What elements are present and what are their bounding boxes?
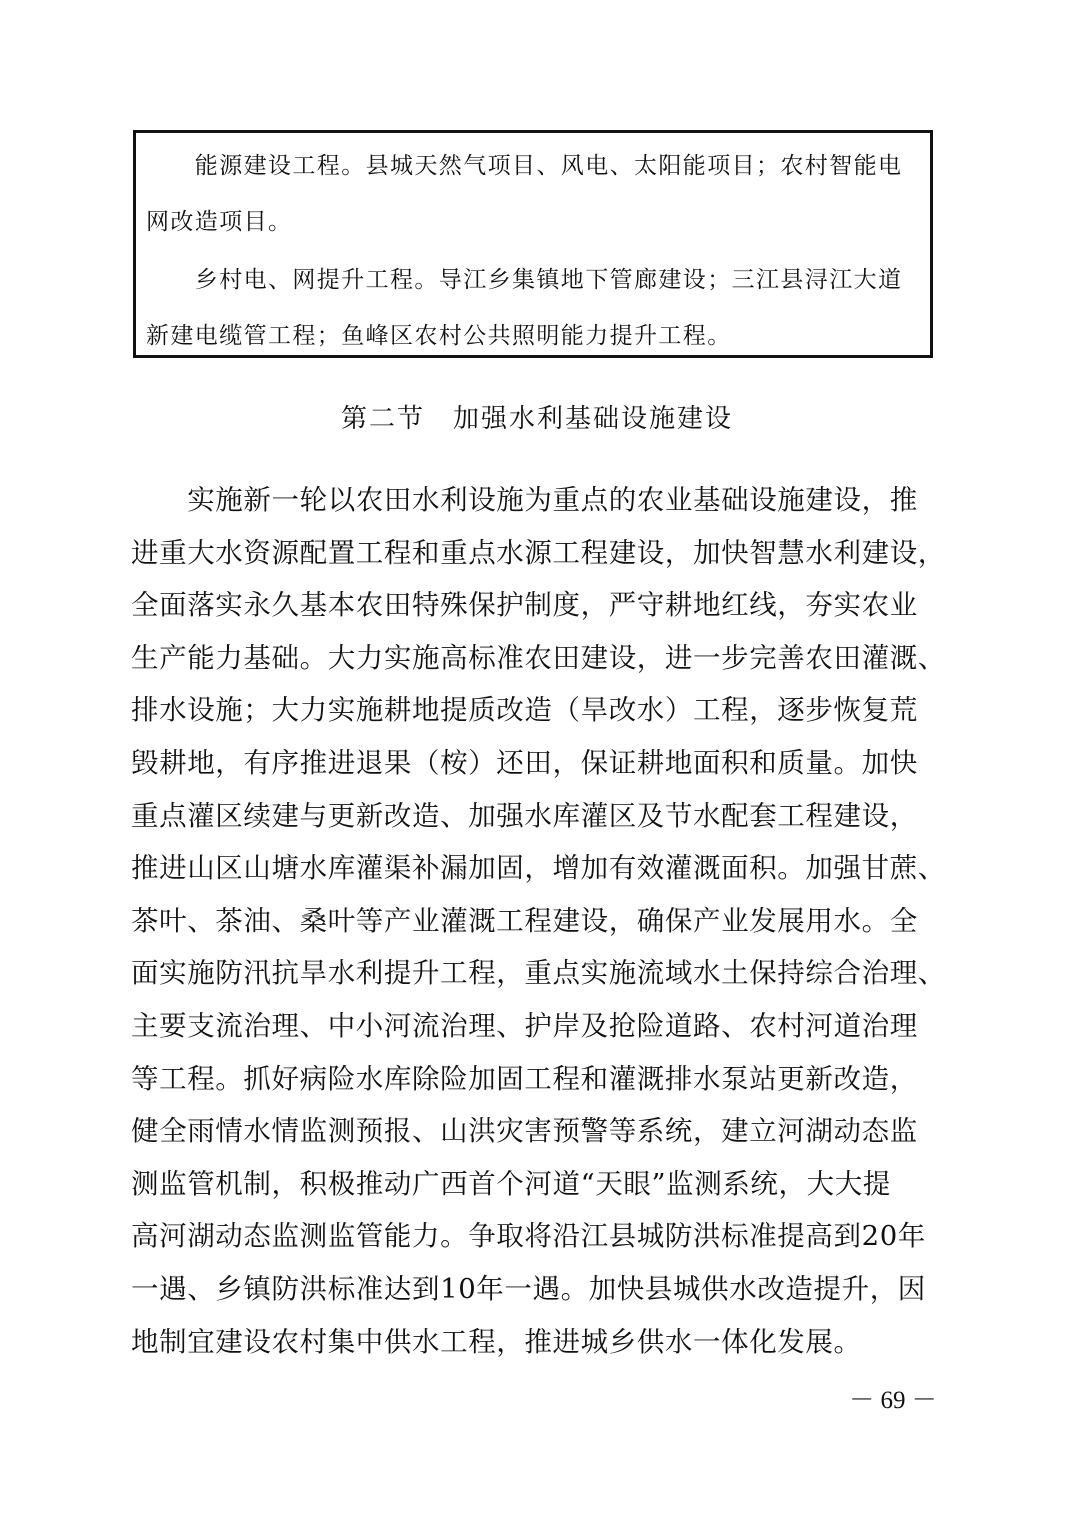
paragraph-line: 地制宜建设农村集中供水工程，推进城乡供水一体化发展。 xyxy=(131,1325,862,1358)
paragraph-line: 主要支流治理、中小河流治理、护岸及抢险道路、农村河道治理 xyxy=(131,1009,918,1042)
box-text-line: 网改造项目。 xyxy=(146,209,293,235)
paragraph-line: 等工程。抓好病险水库除险加固工程和灌溉排水泵站更新改造， xyxy=(131,1062,918,1095)
paragraph-line: 推进山区山塘水库灌渠补漏加固，增加有效灌溉面积。加强甘蔗、 xyxy=(131,852,946,885)
body-paragraph xyxy=(131,474,951,1368)
box-text-line: 能源建设工程。县城天然气项目、风电、太阳能项目；农村智能电 xyxy=(146,153,903,179)
paragraph-line: 毁耕地，有序推进退果（桉）还田，保证耕地面积和质量。加快 xyxy=(131,746,918,779)
box-text-line: 新建电缆管工程；鱼峰区农村公共照明能力提升工程。 xyxy=(146,323,732,349)
paragraph-line: 全面落实永久基本农田特殊保护制度，严守耕地红线，夯实农业 xyxy=(131,589,918,622)
page-number: － 69 － xyxy=(849,1387,937,1414)
paragraph-line: 实施新一轮以农田水利设施为重点的农业基础设施建设，推 xyxy=(131,484,918,516)
project-box xyxy=(133,130,933,358)
box-text-line: 乡村电、网提升工程。导江乡集镇地下管廊建设；三江县浔江大道 xyxy=(146,267,903,293)
paragraph-line: 面实施防汛抗旱水利提升工程，重点实施流域水土保持综合治理、 xyxy=(131,957,946,990)
paragraph-line: 进重大水资源配置工程和重点水源工程建设，加快智慧水利建设， xyxy=(131,536,946,569)
paragraph-line: 茶叶、茶油、桑叶等产业灌溉工程建设，确保产业发展用水。全 xyxy=(131,904,918,937)
paragraph-line: 生产能力基础。大力实施高标准农田建设，进一步完善农田灌溉、 xyxy=(131,641,946,674)
paragraph-line: 一遇、乡镇防洪标准达到10年一遇。加快县城供水改造提升，因 xyxy=(131,1272,926,1305)
paragraph-line: 排水设施；大力实施耕地提质改造（旱改水）工程，逐步恢复荒 xyxy=(131,694,918,727)
paragraph-line: 高河湖动态监测监管能力。争取将沿江县城防洪标准提高到20年 xyxy=(131,1220,926,1253)
paragraph-line: 测监管机制，积极推动广西首个河道“天眼”监测系统，大大提 xyxy=(131,1167,891,1200)
paragraph-line: 重点灌区续建与更新改造、加强水库灌区及节水配套工程建设， xyxy=(131,799,918,832)
section-heading: 第二节 加强水利基础设施建设 xyxy=(340,404,733,434)
paragraph-line: 健全雨情水情监测预报、山洪灾害预警等系统，建立河湖动态监 xyxy=(131,1115,918,1148)
